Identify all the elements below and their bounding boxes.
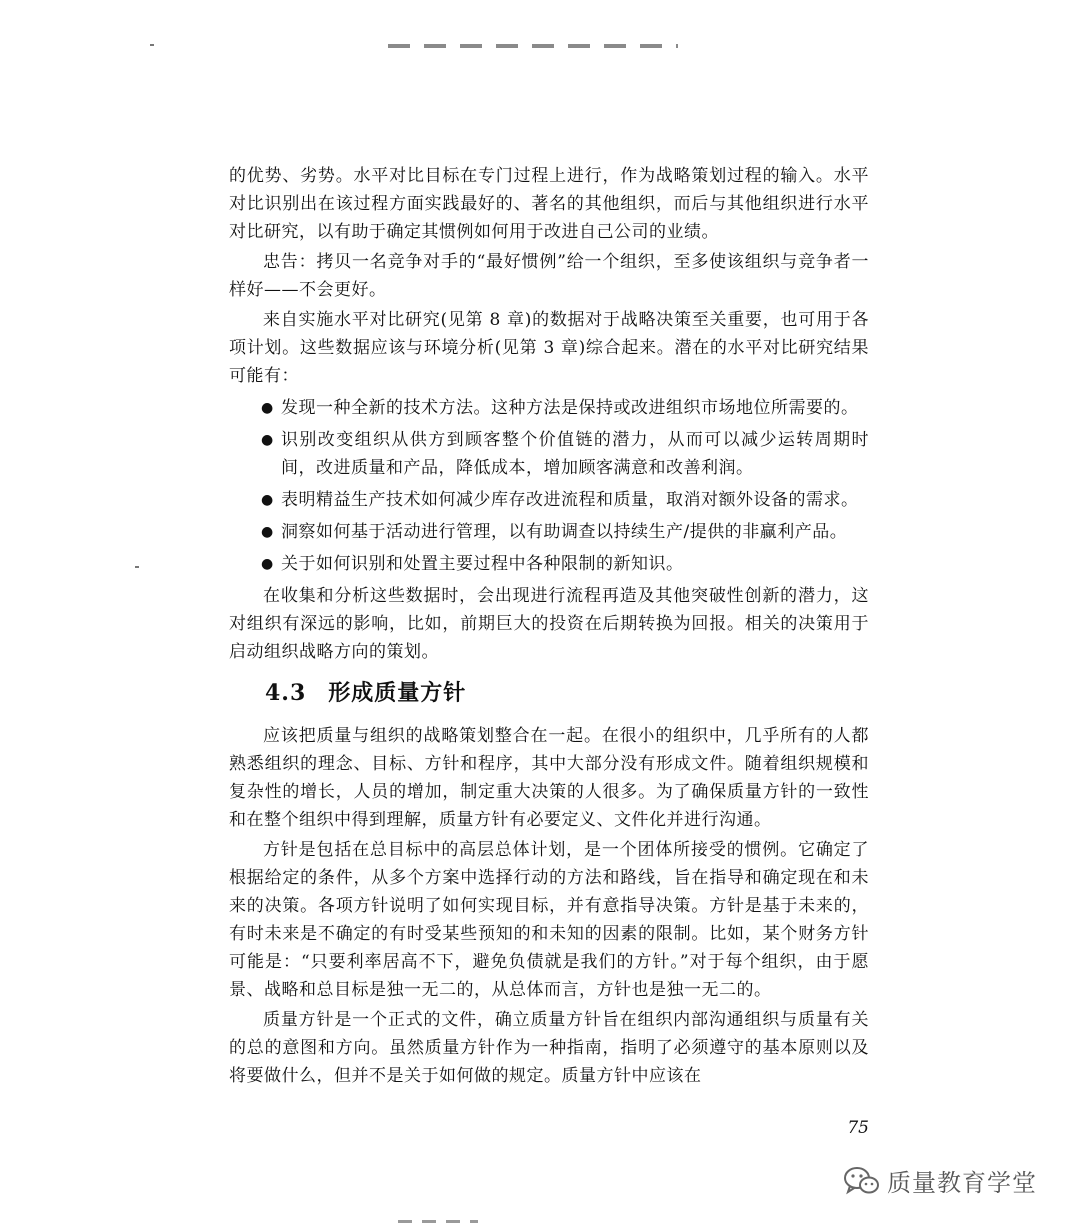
paragraph: 在收集和分析这些数据时，会出现进行流程再造及其他突破性创新的潜力，这对组织有深远的影响，比如，前期巨大的投资在后期转换为回报。相关的决策用于启动组织战略方向的策划。	[229, 586, 869, 662]
bullet-icon: ●	[261, 556, 274, 572]
list-item-text: 洞察如何基于活动进行管理，以有助调查以持续生产/提供的非赢利产品。	[281, 522, 848, 542]
list-item-text: 表明精益生产技术如何减少库存改进流程和质量，取消对额外设备的需求。	[281, 490, 859, 510]
list-item	[261, 426, 869, 482]
bullet-icon: ●	[261, 524, 274, 540]
list-item-text: 识别改变组织从供方到顾客整个价值链的潜力，从而可以减少运转周期时间，改进质量和产品，降低成本，增加顾客满意和改善利润。	[281, 430, 869, 478]
page-number: 75	[847, 1118, 869, 1138]
bullet-icon: ●	[261, 432, 274, 448]
paragraph: 的优势、劣势。水平对比目标在专门过程上进行，作为战略策划过程的输入。水平对比识别出在该过程方面实践最好的、著名的其他组织，而后与其他组织进行水平对比研究，以有助于确定其惯例如何用于改进自己公司的业绩。	[229, 166, 869, 242]
list-item	[261, 486, 869, 514]
list-item	[261, 518, 869, 546]
paragraph: 质量方针是一个正式的文件，确立质量方针旨在组织内部沟通组织与质量有关的总的意图和方向。虽然质量方针作为一种指南，指明了必须遵守的基本原则以及将要做什么，但并不是关于如何做的规定。质量方针中应该在	[229, 1010, 869, 1086]
watermark-text: 质量教育学堂	[887, 1169, 1037, 1197]
scan-artifact-bottom	[398, 1220, 478, 1223]
section-title: 形成质量方针	[328, 680, 467, 706]
bullet-icon: ●	[261, 492, 274, 508]
section-number: 4.3	[265, 680, 307, 706]
list-item	[261, 394, 869, 422]
list-item	[261, 550, 869, 578]
paragraph: 忠告：拷贝一名竞争对手的“最好惯例”给一个组织，至多使该组织与竞争者一样好——不会更好。	[229, 252, 869, 300]
scan-tick-left-top	[150, 44, 154, 46]
list-item-text: 关于如何识别和处置主要过程中各种限制的新知识。	[281, 554, 684, 574]
paragraph: 应该把质量与组织的战略策划整合在一起。在很小的组织中，几乎所有的人都熟悉组织的理念、目标、方针和程序，其中大部分没有形成文件。随着组织规模和复杂性的增长，人员的增加，制定重大决策的人很多。为了确保质量方针的一致性和在整个组织中得到理解，质量方针有必要定义、文件化并进行沟通。	[229, 726, 869, 830]
watermark	[843, 1163, 1037, 1198]
section-heading	[265, 676, 869, 710]
paragraph: 方针是包括在总目标中的高层总体计划，是一个团体所接受的惯例。它确定了根据给定的条件，从多个方案中选择行动的方法和路线，旨在指导和确定现在和未来的决策。各项方针说明了如何实现目标，并有意指导决策。方针是基于未来的，有时未来是不确定的有时受某些预知的和未知的因素的限制。比如，某个财务方针可能是：“只要利率居高不下，避免负债就是我们的方针。”对于每个组织，由于愿景、战略和总目标是独一无二的，从总体而言，方针也是独一无二的。	[229, 840, 869, 1000]
scan-artifact-top	[388, 44, 678, 48]
document-body	[229, 162, 869, 1092]
wechat-logo-icon	[843, 1166, 881, 1196]
list-item-text: 发现一种全新的技术方法。这种方法是保持或改进组织市场地位所需要的。	[281, 398, 859, 418]
scan-tick-left	[135, 566, 139, 568]
paragraph: 来自实施水平对比研究(见第 8 章)的数据对于战略决策至关重要，也可用于各项计划。这些数据应该与环境分析(见第 3 章)综合起来。潜在的水平对比研究结果可能有：	[229, 310, 869, 386]
bullet-icon: ●	[261, 400, 274, 416]
bullet-list	[229, 394, 869, 578]
